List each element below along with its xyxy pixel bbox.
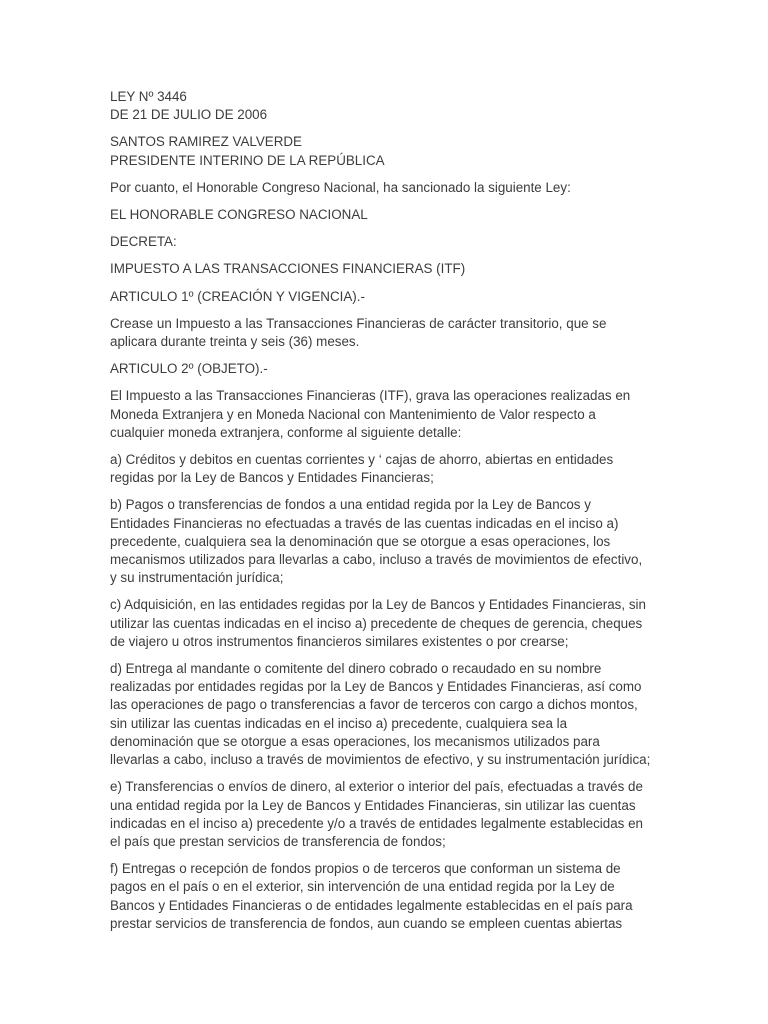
item-line: a) Créditos y debitos en cuentas corrientes y ‘ cajas de ahorro, abiertas en entidades [110, 452, 614, 468]
item-line: realizadas por entidades regidas por la Ley de Bancos y Entidades Financieras, así como [110, 679, 642, 695]
article-2-intro-line: El Impuesto a las Transacciones Financieras (ITF), grava las operaciones realizadas en [110, 388, 631, 404]
document-body [110, 88, 658, 942]
item-line: d) Entrega al mandante o comitente del dinero cobrado o recaudado en su nombre [110, 661, 602, 677]
item-a [110, 451, 658, 487]
item-line: c) Adquisición, en las entidades regidas por la Ley de Bancos y Entidades Financieras, sin [110, 597, 646, 613]
item-line: utilizar las cuentas indicadas en el inciso a) precedente de cheques de gerencia, cheques [110, 615, 643, 631]
item-line: el país que prestan servicios de transferencia de fondos; [110, 833, 446, 849]
item-f [110, 860, 658, 933]
article-2-heading-text: ARTICULO 2º (OBJETO).- [110, 361, 268, 377]
item-line: regidas por la Ley de Bancos y Entidades Financieras; [110, 470, 434, 486]
item-line: pagos en el país o en el exterior, sin intervención de una entidad regida por la Ley de [110, 879, 615, 895]
item-line: una entidad regida por la Ley de Bancos y Entidades Financieras, sin utilizar las cuentas [110, 797, 636, 813]
item-line: indicadas en el inciso a) precedente y/o a través de entidades legalmente establecidas en [110, 815, 643, 831]
signer-block [110, 133, 658, 169]
article-1-heading [110, 288, 658, 306]
article-2-heading [110, 360, 658, 378]
law-title-text: IMPUESTO A LAS TRANSACCIONES FINANCIERAS (ITF) [110, 261, 466, 277]
item-line: llevarlas a cabo, incluso a través de movimientos de efectivo, y su instrumentación jurídica; [110, 752, 651, 768]
article-1-body [110, 315, 658, 351]
article-1-heading-text: ARTICULO 1º (CREACIÓN Y VIGENCIA).- [110, 288, 365, 304]
congress-heading [110, 206, 658, 224]
law-header [110, 88, 658, 124]
signer-name: SANTOS RAMIREZ VALVERDE [110, 134, 302, 150]
law-title [110, 260, 658, 278]
item-c [110, 596, 658, 651]
item-d [110, 660, 658, 769]
law-number: LEY Nº 3446 [110, 89, 187, 104]
preamble [110, 179, 658, 197]
item-line: b) Pagos o transferencias de fondos a una entidad regida por la Ley de Bancos y [110, 497, 591, 513]
item-line: precedente, cualquiera sea la denominación que se otorgue a esas operaciones, los [110, 533, 611, 549]
item-line: mecanismos utilizados para llevarlas a cabo, incluso a través de movimientos de efectivo, [110, 552, 643, 568]
item-line: Bancos y Entidades Financieras o de entidades legalmente establecidas en el país para [110, 897, 633, 913]
item-e [110, 778, 658, 851]
item-line: Entidades Financieras no efectuadas a través de las cuentas indicadas en el inciso a) [110, 515, 619, 531]
law-date: DE 21 DE JULIO DE 2006 [110, 107, 268, 123]
item-line: prestar servicios de transferencia de fondos, aun cuando se empleen cuentas abiertas [110, 915, 623, 931]
article-2-intro-line: Moneda Extranjera y en Moneda Nacional con Mantenimiento de Valor respecto a [110, 406, 596, 422]
item-line: sin utilizar las cuentas indicadas en el inciso a) precedente, cualquiera sea la [110, 715, 568, 731]
item-line: las operaciones de pago o transferencias a favor de terceros con cargo a dichos montos, [110, 697, 638, 713]
item-line: f) Entregas o recepción de fondos propios o de terceros que conforman un sistema de [110, 861, 621, 877]
decreta-heading [110, 233, 658, 251]
article-2-intro-line: cualquier moneda extranjera, conforme al siguiente detalle: [110, 424, 462, 440]
decreta-text: DECRETA: [110, 234, 177, 250]
item-line: e) Transferencias o envíos de dinero, al exterior o interior del país, efectuadas a través de [110, 779, 643, 795]
article-1-line: aplicara durante treinta y seis (36) meses. [110, 334, 360, 350]
signer-title: PRESIDENTE INTERINO DE LA REPÚBLICA [110, 152, 385, 168]
item-b [110, 496, 658, 587]
congress-text: EL HONORABLE CONGRESO NACIONAL [110, 207, 368, 223]
article-2-intro [110, 387, 658, 442]
article-1-line: Crease un Impuesto a las Transacciones Financieras de carácter transitorio, que se [110, 315, 607, 331]
item-line: denominación que se otorgue a esas operaciones, los mecanismos utilizados para [110, 733, 600, 749]
preamble-text: Por cuanto, el Honorable Congreso Nacional, ha sancionado la siguiente Ley: [110, 179, 571, 195]
item-line: y su instrumentación jurídica; [110, 570, 284, 586]
item-line: de viajero u otros instrumentos financieros similares existentes o por crearse; [110, 633, 569, 649]
